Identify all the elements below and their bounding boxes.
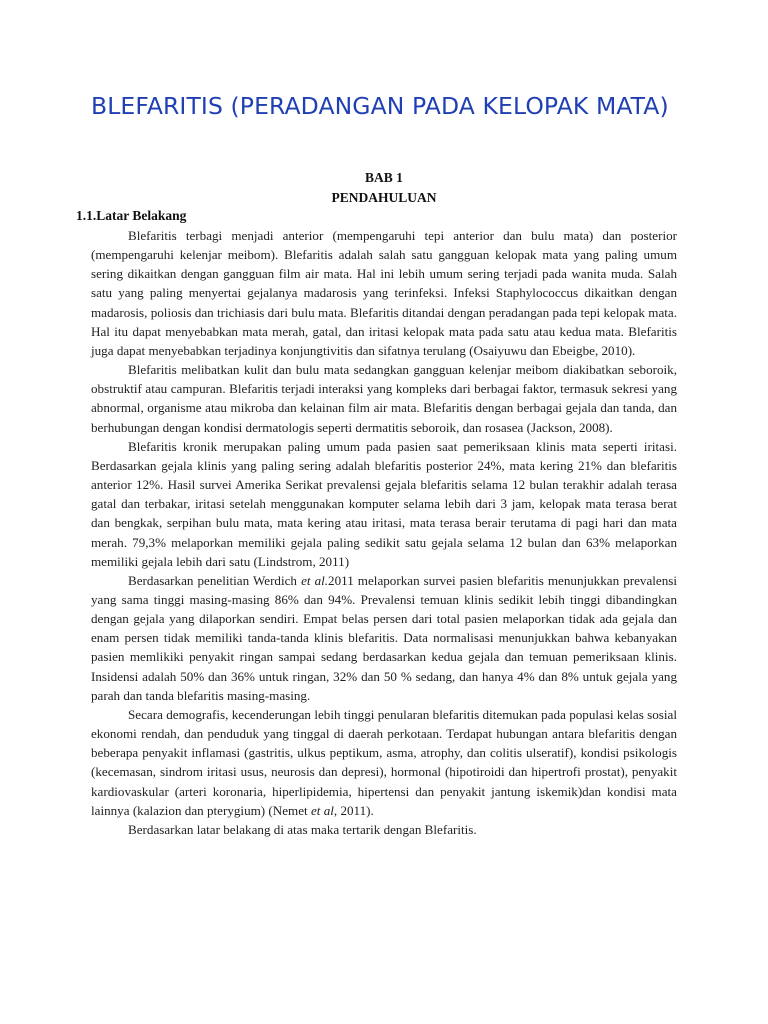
paragraph-text: 2011 melaporkan survei pasien blefaritis menunjukkan prevalensi yang sama tinggi masing-masing 86% dan 94%. Prevalensi temuan klinis sedikit lebih tinggi dibandingkan dengan gejala yang dilaporkan sendiri. Empat belas persen dari total pasien melaporkan tidak ada gejala dan enam persen tidak memiliki tanda-tanda klinis blefaritis. Data normalisasi menunjukkan bahwa kebanyakan pasien memlikiki penyakit ringan sampai sedang berdasarkan kedua gejala dan temuan pemeriksaan klinis. Insidensi adalah 50% dan 36% untuk ringan, 32% dan 50 % sedang, dan hanya 4% dan 8% untuk gejala yang parah dan tanda blefaritis masing-masing. bbox=[91, 572, 678, 703]
citation-italic: et al, bbox=[310, 802, 338, 818]
paragraph: Blefaritis kronik merupakan paling umum pada pasien saat pemeriksaan klinis mata seperti iritasi. Berdasarkan gejala klinis yang paling sering adalah blefaritis posterior 24%, mata kering 21% dan blefaritis anterior 12%. Hasil survei Amerika Serikat prevalensi gejala blefaritis selama 12 bulan terakhir adalah terasa gatal dan terbakar, iritasi setelah menggunakan komputer selama lebih dari 3 jam, kelopak mata terasa berat dan bengkak, serpihan bulu mata, mata kering atau iritasi, mata terasa berair terutama di pagi hari dan mata merah. 79,3% melaporkan memiliki gejala paling sedikit satu gejala selama 12 bulan dan 63% melaporkan memiliki gejala lebih dari satu (Lindstrom, 2011) bbox=[91, 438, 677, 569]
chapter-heading bbox=[0, 168, 768, 208]
chapter-title: PENDAHULUAN bbox=[331, 190, 437, 205]
paragraph-text: Berdasarkan penelitian Werdich bbox=[128, 572, 297, 588]
citation-italic: et al. bbox=[301, 572, 329, 588]
paragraph bbox=[91, 705, 677, 820]
paragraph: Blefaritis melibatkan kulit dan bulu mata sedangkan gangguan kelenjar meibom diakibatkan seboroik, obstruktif atau campuran. Blefaritis terjadi interaksi yang kompleks dari berbagai faktor, termasuk sekresi yang abnormal, organisme atau mikroba dan kelainan film air mata. Blefaritis dengan berbagai gejala dan tanda, dan berhubungan dengan kondisi dermatologis seperti dermatitis seboroik, dan rosasea (Jackson, 2008). bbox=[91, 362, 677, 435]
body-text bbox=[91, 226, 677, 839]
paragraph: Berdasarkan latar belakang di atas maka tertarik dengan Blefaritis. bbox=[128, 821, 477, 837]
paragraph bbox=[91, 571, 677, 705]
chapter-number: BAB 1 bbox=[365, 170, 403, 185]
document-title: BLEFARITIS (PERADANGAN PADA KELOPAK MATA) bbox=[91, 92, 669, 120]
paragraph-text: 2011). bbox=[340, 802, 374, 818]
paragraph-text: Secara demografis, kecenderungan lebih tinggi penularan blefaritis ditemukan pada populasi kelas sosial ekonomi rendah, dan penduduk yang tinggal di daerah perkotaan. Terdapat hubungan antara blefaritis dengan beberapa penyakit inflamasi (gastritis, ulkus peptikum, asma, atrophy, dan colitis ulseratif), kondisi psikologis (kecemasan, sindrom iritasi usus, neurosis dan depresi), hormonal (hipotiroidi dan hipertrofi prostat), penyakit kardiovaskular (arteri koronaria, hiperlipidemia, hipertensi dan penyakit jantung iskemik)dan kondisi mata lainnya (kalazion dan pterygium) (Nemet bbox=[91, 706, 677, 818]
section-heading: 1.1.Latar Belakang bbox=[76, 208, 187, 223]
paragraph: Blefaritis terbagi menjadi anterior (mempengaruhi tepi anterior dan bulu mata) dan posterior (mempengaruhi kelenjar meibom). Blefaritis adalah salah satu gangguan kelopak mata yang paling umum sering dikaitkan dengan gangguan film air mata. Hal ini lebih umum sering terjadi pada wanita muda. Salah satu yang paling menyertai gejalanya madarosis yang terinfeksi. Infeksi Staphylococcus dikaitkan dengan madarosis, poliosis dan trichiasis dari bulu mata. Blefaritis ditandai dengan peradangan pada tepi kelopak mata. Hal itu dapat menyebabkan mata merah, gatal, dan iritasi kelopak mata pada satu atau kedua mata. Blefaritis juga dapat menyebabkan terjadinya konjungtivitis dan sifatnya terulang (Osaiyuwu dan Ebeigbe, 2010). bbox=[91, 228, 677, 358]
